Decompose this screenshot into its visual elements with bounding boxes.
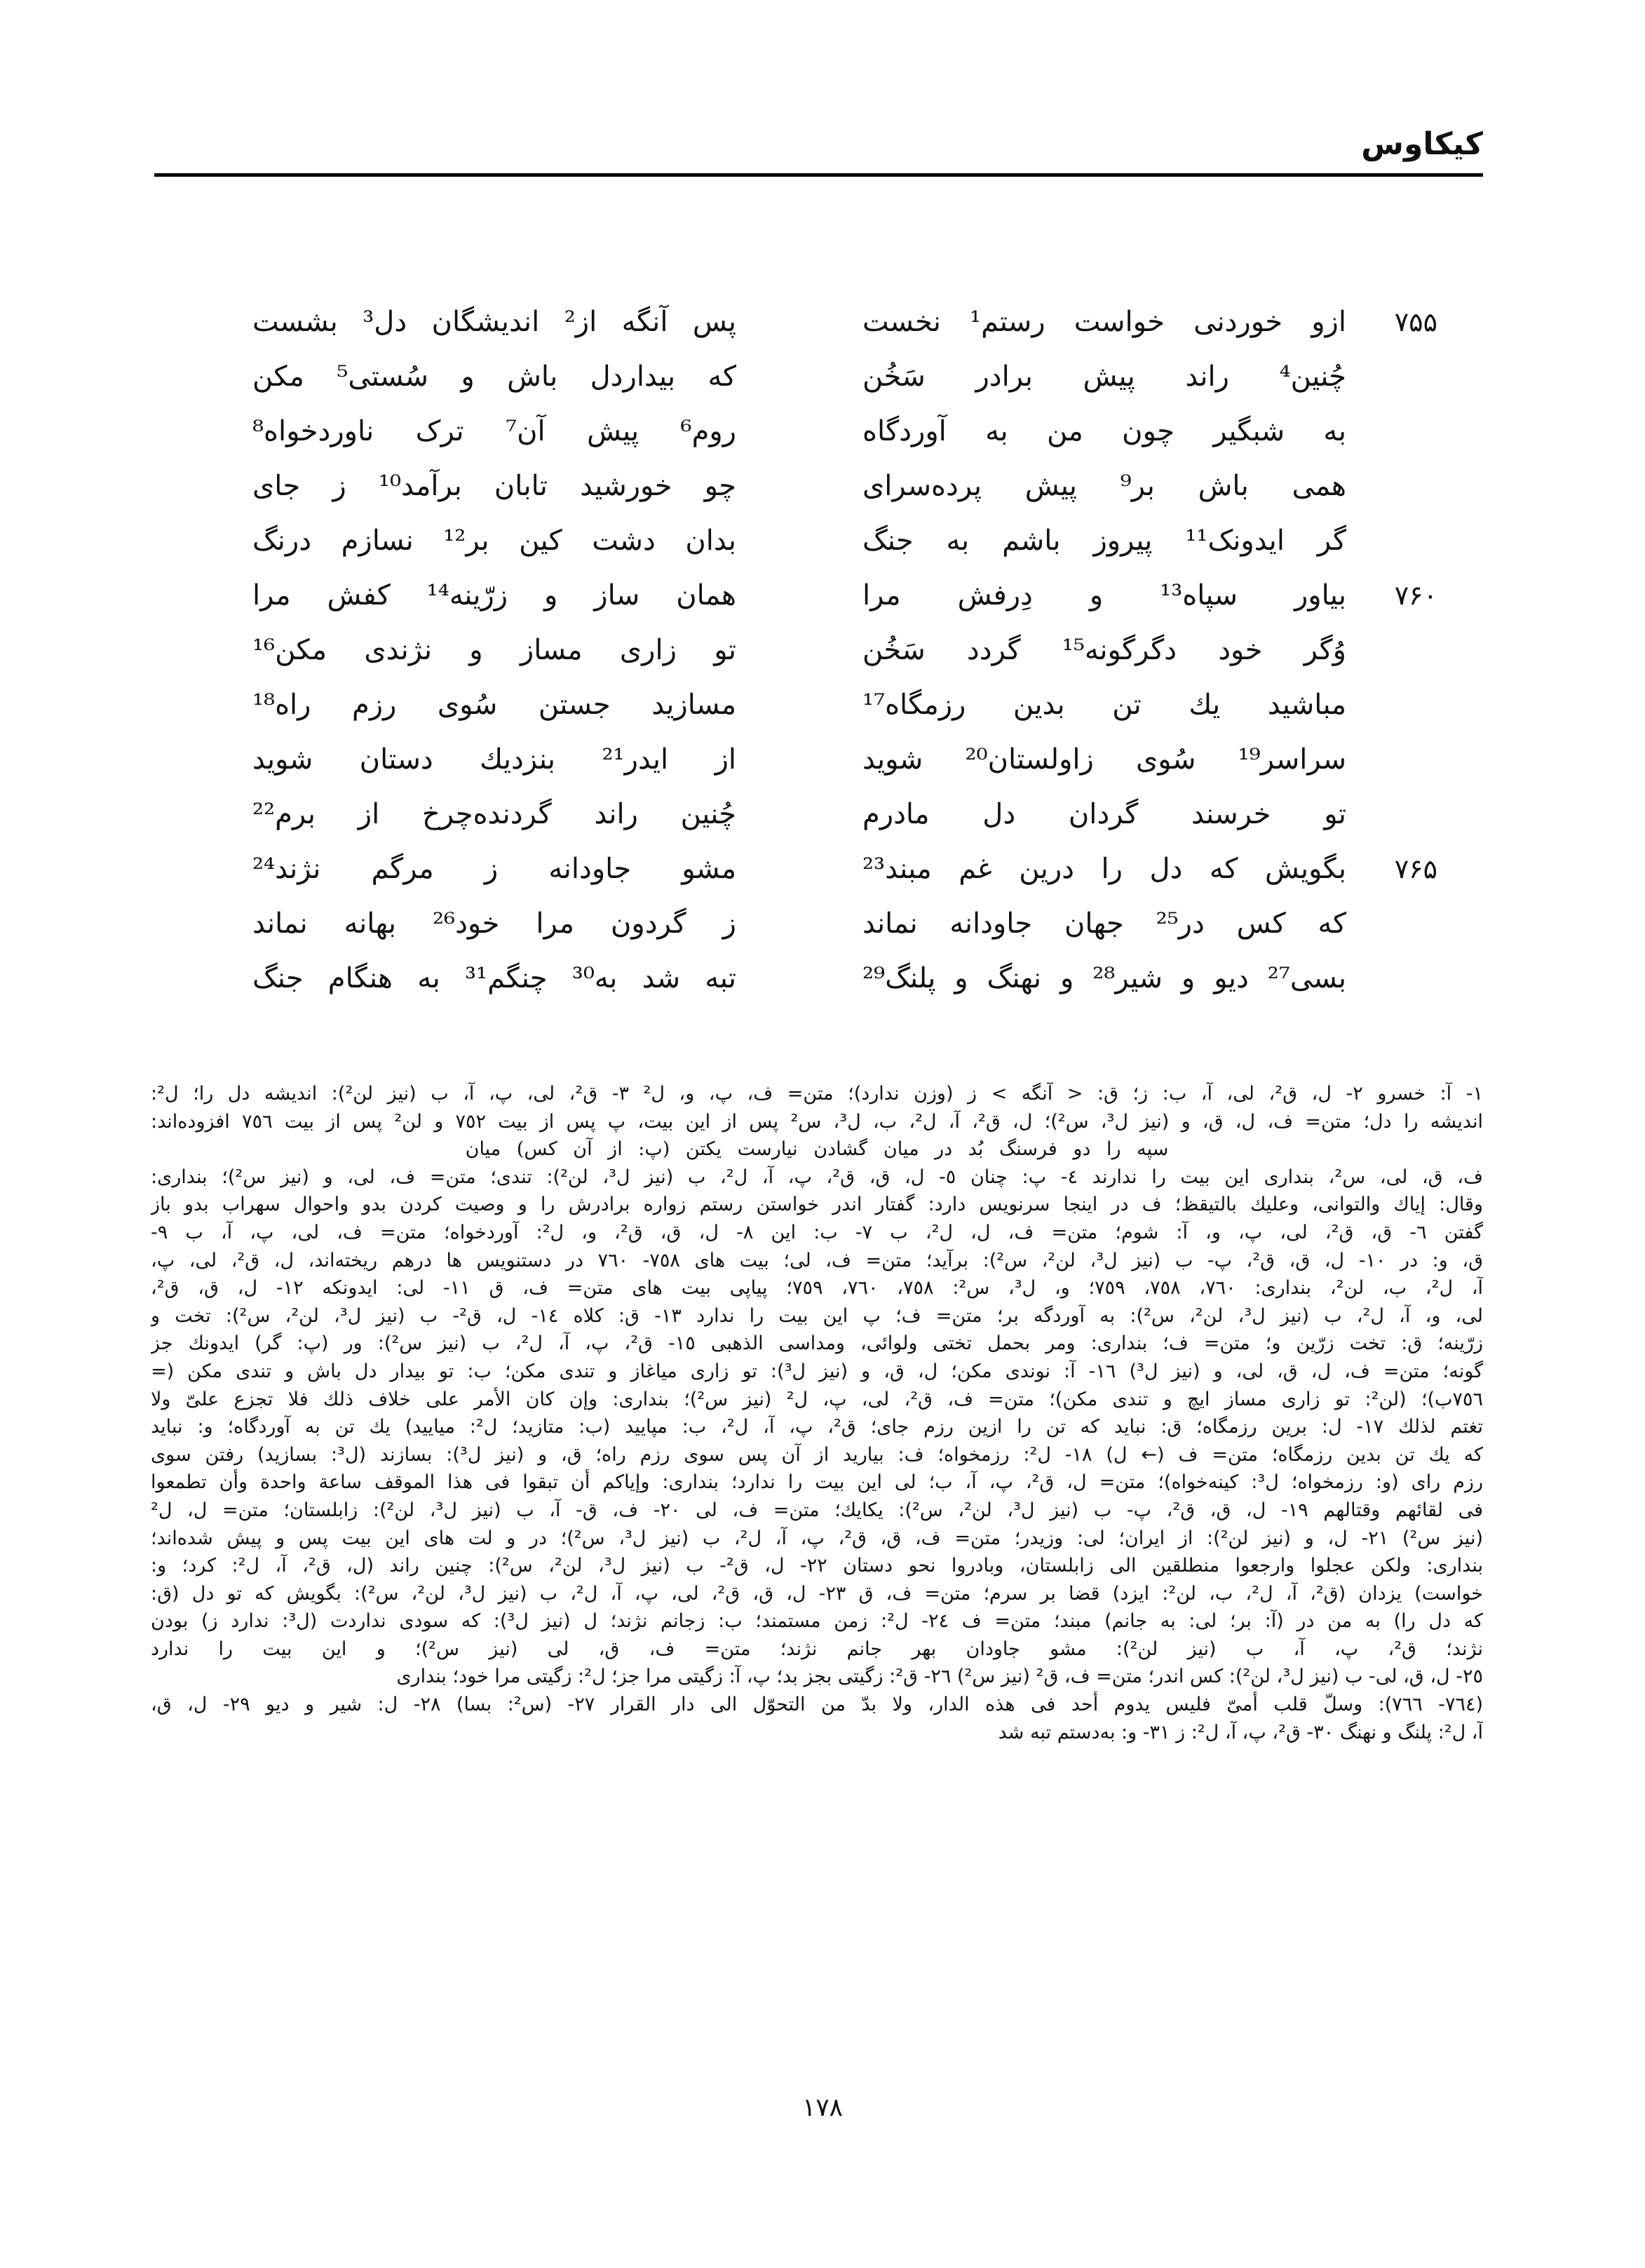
verse-row: [252, 349, 1437, 404]
running-title: کیکاوس: [1361, 126, 1483, 162]
hemistich-right: وُگر خود دگرگونه¹⁵ گردد سَخُن: [862, 634, 1346, 666]
verse-row: [252, 295, 1437, 349]
footnote-line: تغتم لذلك ١٧- ل: برین رزمگاه؛ ق: نباید که تن را ازین رزم جای؛ ق²، پ، آ، ل²، ب: مپایید (ب: متازید؛ ل²: میایید) یك تن به آوردگاه؛ و: نباید: [151, 1416, 1483, 1438]
footnote-line: خواست) یزدان (ق²، آ، ل²، ب، لن²: ایزد) قضا بر سرم؛ متن= ف، ق ٢٣- ل، ق، ق²، لی، پ، آ، ل²، ب (نیز ل³، لن²، س²): بگویش که تو دل (ق:: [151, 1582, 1483, 1605]
footnote-line: زرّینه؛ ق: تخت زرّین و؛ متن= ف؛ بنداری: ومر بحمل تختی ولوائی، ومداسی الذهبی ١٥- ق²، پ، آ، ل²، ب (نیز س²): ور (پ: گر) ایدونك جز: [151, 1332, 1483, 1355]
hemistich-right: به شبگیر چون من به آوردگاه: [862, 415, 1346, 447]
footnote-line: ١- آ: خسرو ٢- ل، ق²، لی، آ، ب: ز؛ ق: < آنگه > ز (وزن ندارد)؛ متن= ف، پ، و، ل² ٣- ق²، لی، پ، آ، ب (نیز لن²): اندیشه دل را؛ ل²:: [151, 1083, 1483, 1105]
footnote-line: (نیز س²) ٢١- ل، و (نیز لن²): از ایران؛ لی: وزیدر؛ متن= ف، ق، ق²، پ، آ، ل²، ب (نیز ل³، س²)؛ در و لت های این بیت پس و پیش شده‌اند؛: [151, 1527, 1483, 1549]
hemistich-left: از ایدر²¹ بنزدیك دستان شوید: [252, 743, 736, 776]
hemistich-right: مباشید یك تن بدین رزمگاه¹⁷: [862, 689, 1346, 721]
footnote-line: ٧٥٦ب)؛ (لن²: تو زاری مساز ایچ و تندی مکن)؛ متن= ف، ق²، لی، پ، ل² (نیز س²)؛ بنداری: وإن کان الأمر علی خلاف ذلك فلا تجزع علیّ ولا: [151, 1388, 1483, 1410]
verse-row: [252, 787, 1437, 842]
hemistich-right: بگویش که دل را درین غم مبند²³: [862, 853, 1346, 885]
verse-row: [252, 459, 1437, 513]
verse-row: [252, 568, 1437, 623]
footnote-line: ٢٥- ل، ق، لی- ب (نیز ل³، لن²): کس اندر؛ متن= ف، ق² (نیز س²) ٢٦- ق²: زگیتی بجز بد؛ پ، آ: زگیتی مرا جز؛ ل²: زگیتی مرا خود؛ بنداری: [396, 1666, 1483, 1688]
footnote-quoted-verse: سپه را دو فرسنگ بُد در میان گشادن نیارست یکتن (پ: از آن کس) میان: [465, 1138, 1169, 1161]
hemistich-right: تو خرسند گردان دل مادرم: [862, 798, 1346, 830]
poem-block: [252, 295, 1437, 1006]
footnote-line: لی، و، آ، ل²، ب (نیز ل³، لن²، س²): به آوردگه بر؛ متن= ف؛ پ این بیت را ندارد ١٣- ق: کلاه ١٤- ل، ق²- ب (نیز ل³، لن²، س²): تخت و: [151, 1304, 1483, 1327]
hemistich-right: چُنین⁴ راند پیش برادر سَخُن: [862, 360, 1346, 393]
hemistich-left: ز گردون مرا خود²⁶ بهانه نماند: [252, 907, 736, 940]
footnote-line: گونه؛ متن= ف، ل، ق، لی، و (نیز ل³) ١٦- آ: نوندی مکن؛ ل، ق، و (نیز ل³): تو زاری میاغاز و تندی مکن؛ ب: تو بیدار دل باش و تندی مکن (=: [151, 1360, 1483, 1382]
footnote-line: فی لقائهم وقتالهم ١٩- ل، ق، ق²، پ- ب (نیز ل³، لن²، س²): یکایك؛ متن= ف، لی ٢٠- ف، ق- آ، ب (نیز ل³، لن²): زابلستان؛ متن= ل، ل²: [151, 1499, 1483, 1521]
verse-number: ۷۶۰: [1394, 580, 1437, 611]
verse-number: ۷۶۵: [1394, 853, 1437, 884]
footnote-line: که یك تن بدین رزمگاه؛ متن= ف (← ل) ١٨- ل²: رزمخواه؛ ف: بیارید از آن پس سوی رزم راه؛ ق، و (نیز ل³): بسازند (ل³: بسازید) رفتن سوی: [151, 1443, 1483, 1466]
hemistich-left: چُنین راند گردنده‌چرخ از برم²²: [252, 798, 736, 830]
hemistich-right: ازو خوردنی خواست رستم¹ نخست: [862, 306, 1346, 338]
verse-row: [252, 404, 1437, 459]
hemistich-left: تبه شد به³⁰ چنگم³¹ به هنگام جنگ: [252, 962, 736, 994]
footnote-line: آ، ل²: پلنگ و نهنگ ٣٠- ق²، پ، آ، ل²: ز ٣١- و: به‌دستم تبه شد: [998, 1721, 1483, 1743]
hemistich-right: که کس در²⁵ جهان جاودانه نماند: [862, 907, 1346, 940]
footnote-line: ق، و: در ١٠- ل، ق، ق²، پ- ب (نیز ل³، لن²، س²): برآید؛ متن= ف، لی؛ بیت های ٧٥٨- ٧٦٠ در دستنویس ها درهم ریخته‌اند، ل، ق²، لی، پ،: [151, 1249, 1483, 1271]
hemistich-left: روم⁶ پیش آن⁷ ترک ناوردخواه⁸: [252, 415, 736, 447]
verse-row: [252, 623, 1437, 677]
footnote-line: که دل را) به من در (آ: بر؛ لی: به جانم) مبند؛ متن= ف ٢٤- ل²: زمن مستمند؛ ب: زجانم نژند؛ ل (نیز ل³): که سودی نداردت (ل³: ندارد ز) بودن: [151, 1610, 1483, 1633]
hemistich-left: چو خورشید تابان برآمد¹⁰ ز جای: [252, 470, 737, 502]
hemistich-left: که بیداردل باش و سُستی⁵ مکن: [252, 360, 736, 393]
verse-row: [252, 842, 1437, 896]
footnote-line: آ، ل²، ب، لن²، بنداری: ٧٦٠، ٧٥٨، ٧٥٩؛ و، ل³، س²: ٧٥٨، ٧٦٠، ٧٥٩؛ پیاپی بیت های متن= ف، ق ١١- لی: ایدونکه ١٢- ل، ق، ق²،: [151, 1277, 1483, 1300]
hemistich-left: مسازید جستن سُوی رزم راه¹⁸: [252, 689, 736, 721]
hemistich-right: همی باش بر⁹ پیش پرده‌سرای: [862, 470, 1346, 502]
header-rule: [154, 173, 1483, 177]
footnote-line: اندیشه را دل؛ متن= ف، ل، ق، و (نیز ل³، س²)؛ ل، ق²، آ، ل²، ب، ل³، س² پس از این بیت، پ پس از بیت ٧٥٢ و لن² پس از بیت ٧٥٦ افزوده‌اند:: [151, 1110, 1483, 1133]
hemistich-left: تو زاری مساز و نژندی مکن¹⁶: [252, 634, 736, 666]
footnote-line: وقال: إیاك والتوانی، وعلیك بالتیقظ؛ ف در اینجا سرنویس دارد: گفتار اندر خواستن رستم زواره برادرش را و وصیت کردن بدو واحوال سهراب بدو باز: [151, 1194, 1483, 1216]
hemistich-left: مشو جاودانه ز مرگم نژند²⁴: [252, 853, 736, 885]
footnotes-block: [151, 1080, 1483, 1746]
hemistich-left: بدان دشت کین بر¹² نسازم درنگ: [252, 525, 736, 557]
hemistich-right: گر ایدونک¹¹ پیروز باشم به جنگ: [862, 525, 1346, 557]
page-number: ۱۷۸: [801, 2093, 843, 2122]
footnote-line: (٧٦٤- ٧٦٦): وسلّ قلب أمیّ فلیس یدوم أحد فی هذه الدار، ولا بدّ من التحوّل الی دار القرار ٢٧- (س²: بسا) ٢٨- ل: شیر و دیو ٢٩- ل، ق،: [151, 1694, 1483, 1716]
verse-row: [252, 951, 1437, 1006]
footnote-line: رزم رای (و: رزمخواه؛ ل³: کینه‌خواه)؛ متن= ل، ق²، پ، آ، ب؛ لی این بیت را ندارد؛ بنداری: وإیاکم أن تبقوا فی هذا الموقف ساعة واحدة وأن تطمعوا: [151, 1471, 1483, 1494]
footnote-line: بنداری: ولکن عجلوا وارجعوا منطلقین الی زابلستان، وبادروا نحو دستان ٢٢- ل، ق²- ب (نیز ل³، لن²، س²): چنین راند (ل، ق²، آ، ل²: کرد؛ و:: [151, 1555, 1483, 1577]
verse-row: [252, 896, 1437, 951]
footnote-line: نژند؛ ق²، پ، آ، ب (نیز لن²): مشو جاودان بهر جانم نژند؛ متن= ف، ق، لی (نیز س²)؛ و این بیت را ندارد: [151, 1638, 1483, 1660]
hemistich-right: بسی²⁷ دیو و شیر²⁸ و نهنگ و پلنگ²⁹: [862, 962, 1346, 994]
verse-row: [252, 513, 1437, 568]
hemistich-left: همان ساز و زرّینه¹⁴ کفش مرا: [252, 579, 737, 612]
footnote-line: گفتن ٦- ق، ق²، لی، پ، و، آ: شوم؛ متن= ف، ل، ل²، ب ٧- ب: این ٨- ل، ق، ق²، و، ل²: آوردخواه؛ متن= ف، لی، پ، آ، ب ٩-: [151, 1221, 1483, 1243]
hemistich-right: بیاور سپاه¹³ و دِرفش مرا: [862, 579, 1346, 612]
hemistich-right: سراسر¹⁹ سُوی زاولستان²⁰ شوید: [862, 743, 1347, 776]
footnote-line: ف، ق، لی، س²، بنداری این بیت را ندارند ٤- پ: چنان ٥- ل، ق، ق²، پ، آ، ل²، ب (نیز ل³، لن²): تندی؛ متن= ف، لی، و (نیز س²)؛ بنداری:: [151, 1166, 1483, 1188]
hemistich-left: پس آنگه از² اندیشگان دل³ بشست: [252, 306, 736, 338]
running-header: [154, 119, 1483, 177]
verse-row: [252, 677, 1437, 732]
verse-number: ۷۵۵: [1394, 306, 1437, 337]
verse-row: [252, 732, 1437, 787]
